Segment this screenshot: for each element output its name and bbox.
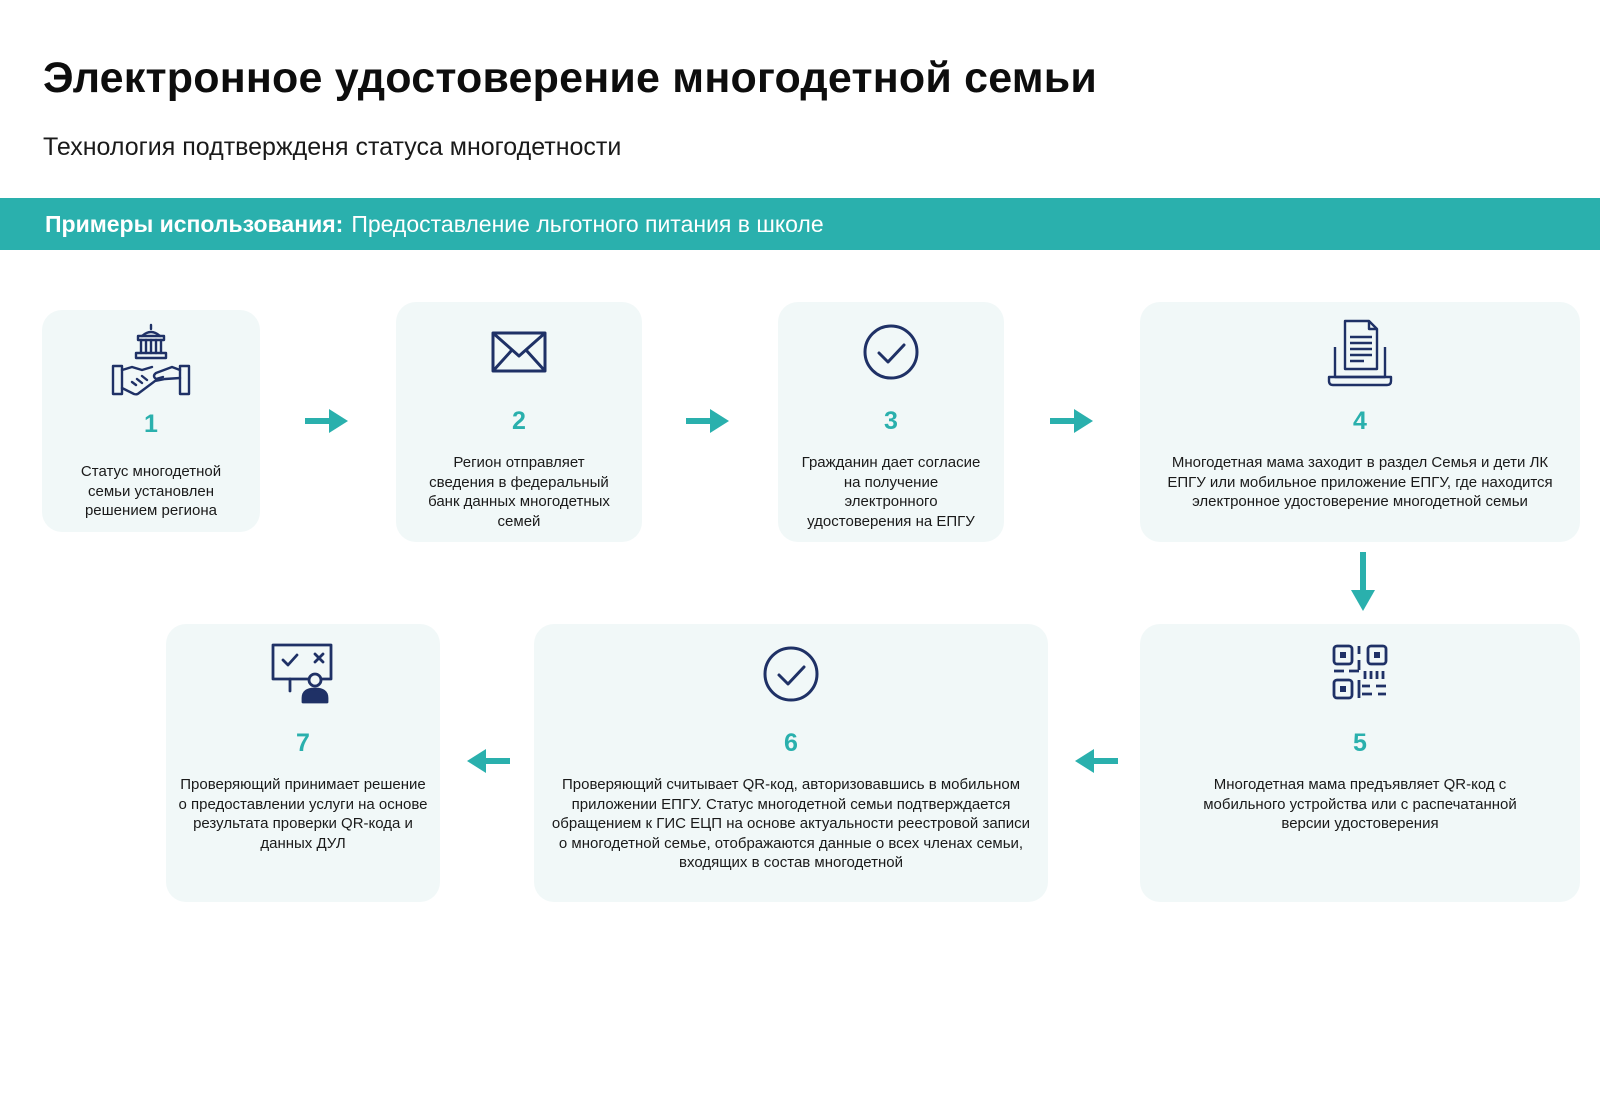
qr-code-icon bbox=[1332, 644, 1388, 700]
check-circle-icon bbox=[862, 323, 920, 381]
step-text-line: решением региона bbox=[84, 502, 218, 520]
step-card-7 bbox=[166, 624, 440, 902]
step-text-4 bbox=[1140, 453, 1580, 512]
step-text-line: мобильного устройства или с распечатанной bbox=[1203, 795, 1517, 813]
step-text-line: электронное удостоверение многодетной семьи bbox=[1192, 493, 1528, 511]
step-text-line: банк данных многодетных bbox=[428, 493, 610, 511]
step-text-line: Гражданин дает согласие bbox=[801, 454, 981, 471]
step-text-line: Проверяющий считывает QR-код, авторизовавшись в мобильном bbox=[561, 776, 1021, 793]
arrow-right-icon bbox=[305, 408, 349, 434]
step-text-6 bbox=[534, 775, 1048, 873]
step-card-4 bbox=[1140, 302, 1580, 542]
step-card-2 bbox=[396, 302, 642, 542]
step-number-4: 4 bbox=[1353, 407, 1367, 435]
step-text-line: электронного bbox=[844, 493, 938, 511]
step-text-3 bbox=[778, 453, 1004, 531]
arrow-left-icon bbox=[1074, 748, 1118, 774]
banner-text: Предоставление льготного питания в школе bbox=[351, 210, 824, 237]
arrow-left-icon bbox=[466, 748, 510, 774]
check-circle-icon bbox=[762, 645, 820, 703]
step-text-line: семьи установлен bbox=[87, 482, 215, 500]
step-text-line: о предоставлении услуги на основе bbox=[178, 795, 428, 813]
arrow-right-icon bbox=[686, 408, 730, 434]
banner-label: Примеры использования: bbox=[45, 210, 344, 237]
step-text-line: о многодетной семье, отображаются данные о всех членах семьи, bbox=[558, 834, 1024, 852]
step-number-6: 6 bbox=[784, 729, 798, 757]
step-card-1 bbox=[42, 310, 260, 532]
envelope-icon bbox=[491, 331, 547, 373]
inspector-board-icon bbox=[270, 642, 336, 706]
step-number-7: 7 bbox=[296, 729, 310, 757]
page-subtitle: Технология подтвержденя статуса многодетности bbox=[43, 133, 622, 161]
step-text-7 bbox=[166, 775, 440, 853]
step-text-2 bbox=[396, 453, 642, 531]
step-text-line: сведения в федеральный bbox=[429, 473, 609, 491]
step-text-line: входящих в состав многодетной bbox=[679, 854, 903, 872]
handshake-government-icon bbox=[110, 322, 192, 400]
step-text-line: приложении ЕПГУ. Статус многодетной семьи подтверждается bbox=[571, 795, 1011, 813]
step-text-line: результата проверки QR-кода и bbox=[193, 815, 413, 833]
arrow-down-icon bbox=[1350, 552, 1376, 612]
step-card-5 bbox=[1140, 624, 1580, 902]
step-text-line: Статус многодетной bbox=[80, 463, 222, 480]
arrow-right-icon bbox=[1050, 408, 1094, 434]
step-number-2: 2 bbox=[512, 407, 526, 435]
step-text-1 bbox=[42, 462, 260, 521]
step-card-3 bbox=[778, 302, 1004, 542]
step-number-5: 5 bbox=[1353, 729, 1367, 757]
step-text-line: ЕПГУ или мобильное приложение ЕПГУ, где находится bbox=[1167, 473, 1553, 491]
step-text-5 bbox=[1140, 775, 1580, 834]
step-card-6 bbox=[534, 624, 1048, 902]
step-text-line: Проверяющий принимает решение bbox=[180, 776, 426, 793]
step-text-line: удостоверения на ЕПГУ bbox=[807, 512, 975, 530]
usage-example-banner bbox=[0, 198, 1600, 250]
step-text-line: Многодетная мама предъявляет QR-код с bbox=[1213, 776, 1507, 793]
step-text-line: версии удостоверения bbox=[1281, 815, 1439, 833]
step-text-line: семей bbox=[497, 512, 541, 530]
step-text-line: обращением к ГИС ЕЦП на основе актуальности реестровой записи bbox=[551, 815, 1031, 833]
step-number-1: 1 bbox=[144, 410, 158, 438]
laptop-document-icon bbox=[1327, 319, 1393, 387]
step-text-line: Регион отправляет bbox=[453, 454, 585, 471]
page-title: Электронное удостоверение многодетной семьи bbox=[43, 54, 1098, 102]
step-text-line: данных ДУЛ bbox=[260, 834, 346, 852]
step-text-line: на получение bbox=[843, 473, 939, 491]
step-text-line: Многодетная мама заходит в раздел Семья и дети ЛК bbox=[1171, 454, 1549, 471]
step-number-3: 3 bbox=[884, 407, 898, 435]
